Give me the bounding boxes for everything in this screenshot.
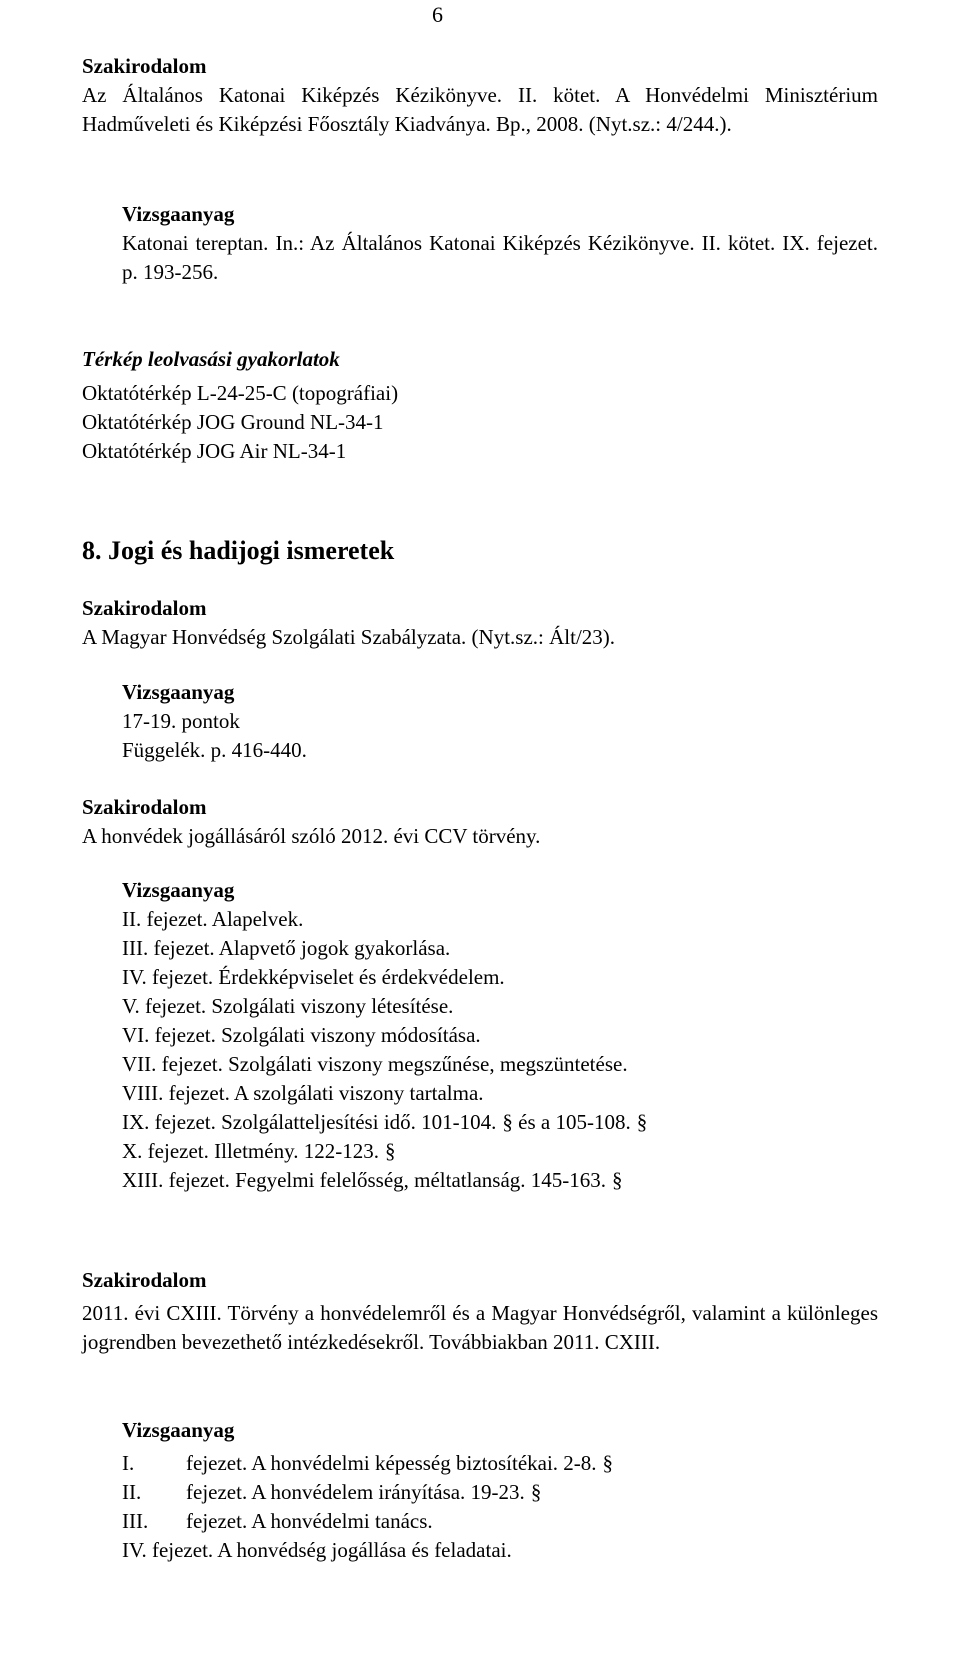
literature-block-2 [82,594,878,652]
exam-item-text: fejezet. A honvédelem irányítása. 19-23. [186,1480,525,1504]
chapter-number: III. [122,1509,149,1533]
section-title [82,536,878,565]
section-sign: § [502,1110,513,1134]
exam-heading: Vizsgaanyag [122,1418,235,1442]
exam-item-suffix: és a 105-108. [518,1110,631,1134]
section-sign: § [636,1110,648,1134]
exam-block-1 [122,200,878,287]
literature-block-1 [82,52,878,139]
literature-heading: Szakirodalom [82,1268,207,1292]
exam-item: 17-19. pontok [122,709,240,733]
exam-item: VI. fejezet. Szolgálati viszony módosítása. [122,1023,481,1047]
literature-block-4 [82,1266,878,1357]
exam-item: IV. fejezet. A honvédség jogállása és feladatai. [122,1538,512,1562]
section-sign: § [612,1168,623,1192]
map-item: Oktatótérkép JOG Air NL-34-1 [82,439,347,463]
literature-heading: Szakirodalom [82,795,207,819]
literature-block-3 [82,793,878,851]
exam-text: Katonai tereptan. In.: Az Általános Katonai Kiképzés Kézikönyve. II. kötet. IX. fejezet. p. 193-256. [122,231,878,284]
exam-heading: Vizsgaanyag [122,202,235,226]
map-exercises-heading: Térkép leolvasási gyakorlatok [82,347,340,371]
chapter-number: II. [122,1480,142,1504]
literature-text: A Magyar Honvédség Szolgálati Szabályzata. (Nyt.sz.: Ált/23). [82,625,616,649]
exam-item [122,1166,878,1195]
exam-item-text: X. fejezet. Illetmény. 122-123. [122,1139,379,1163]
literature-text: 2011. évi CXIII. Törvény a honvédelemről és a Magyar Honvédségről, valamint a különleges jogrendben bevezethető intézkedésekről. Továbbiakban 2011. CXIII. [82,1301,878,1354]
exam-item [122,1478,878,1507]
exam-item [122,1108,878,1137]
exam-item: Függelék. p. 416-440. [122,738,307,762]
literature-text: A honvédek jogállásáról szóló 2012. évi CCV törvény. [82,824,541,848]
exam-block-3 [122,876,878,1195]
map-item: Oktatótérkép L-24-25-C (topográfiai) [82,381,399,405]
chapter-number: I. [122,1451,135,1475]
exam-item-text: XIII. fejezet. Fegyelmi felelősség, méltatlanság. 145-163. [122,1168,607,1192]
exam-item-text: fejezet. A honvédelmi képesség biztosítékai. 2-8. [186,1451,597,1475]
literature-text: Az Általános Katonai Kiképzés Kézikönyve. II. kötet. A Honvédelmi Minisztérium Hadműveleti és Kiképzési Főosztály Kiadványa. Bp., 2008. (Nyt.sz.: 4/244.). [82,83,878,136]
map-exercises [82,345,878,466]
exam-heading: Vizsgaanyag [122,878,235,902]
page-number: 6 [432,2,443,27]
exam-item-text: IX. fejezet. Szolgálatteljesítési idő. 101-104. [122,1110,497,1134]
section-sign: § [530,1480,542,1504]
exam-item: VII. fejezet. Szolgálati viszony megszűnése, megszüntetése. [122,1052,628,1076]
section-sign: § [384,1139,396,1163]
map-item: Oktatótérkép JOG Ground NL-34-1 [82,410,384,434]
exam-item [122,1449,878,1478]
exam-item [122,1507,878,1536]
exam-item [122,1137,878,1166]
exam-heading: Vizsgaanyag [122,680,235,704]
literature-heading: Szakirodalom [82,54,207,78]
exam-item: IV. fejezet. Érdekképviselet és érdekvédelem. [122,965,505,989]
section-sign: § [602,1451,614,1475]
exam-item: V. fejezet. Szolgálati viszony létesítése. [122,994,454,1018]
literature-heading: Szakirodalom [82,596,207,620]
exam-item-text: fejezet. A honvédelmi tanács. [186,1509,433,1533]
exam-block-4 [122,1416,878,1565]
section-8-title: 8. Jogi és hadijogi ismeretek [82,536,395,565]
exam-item: III. fejezet. Alapvető jogok gyakorlása. [122,936,451,960]
exam-item: VIII. fejezet. A szolgálati viszony tartalma. [122,1081,484,1105]
exam-block-2 [122,678,878,765]
exam-item: II. fejezet. Alapelvek. [122,907,304,931]
